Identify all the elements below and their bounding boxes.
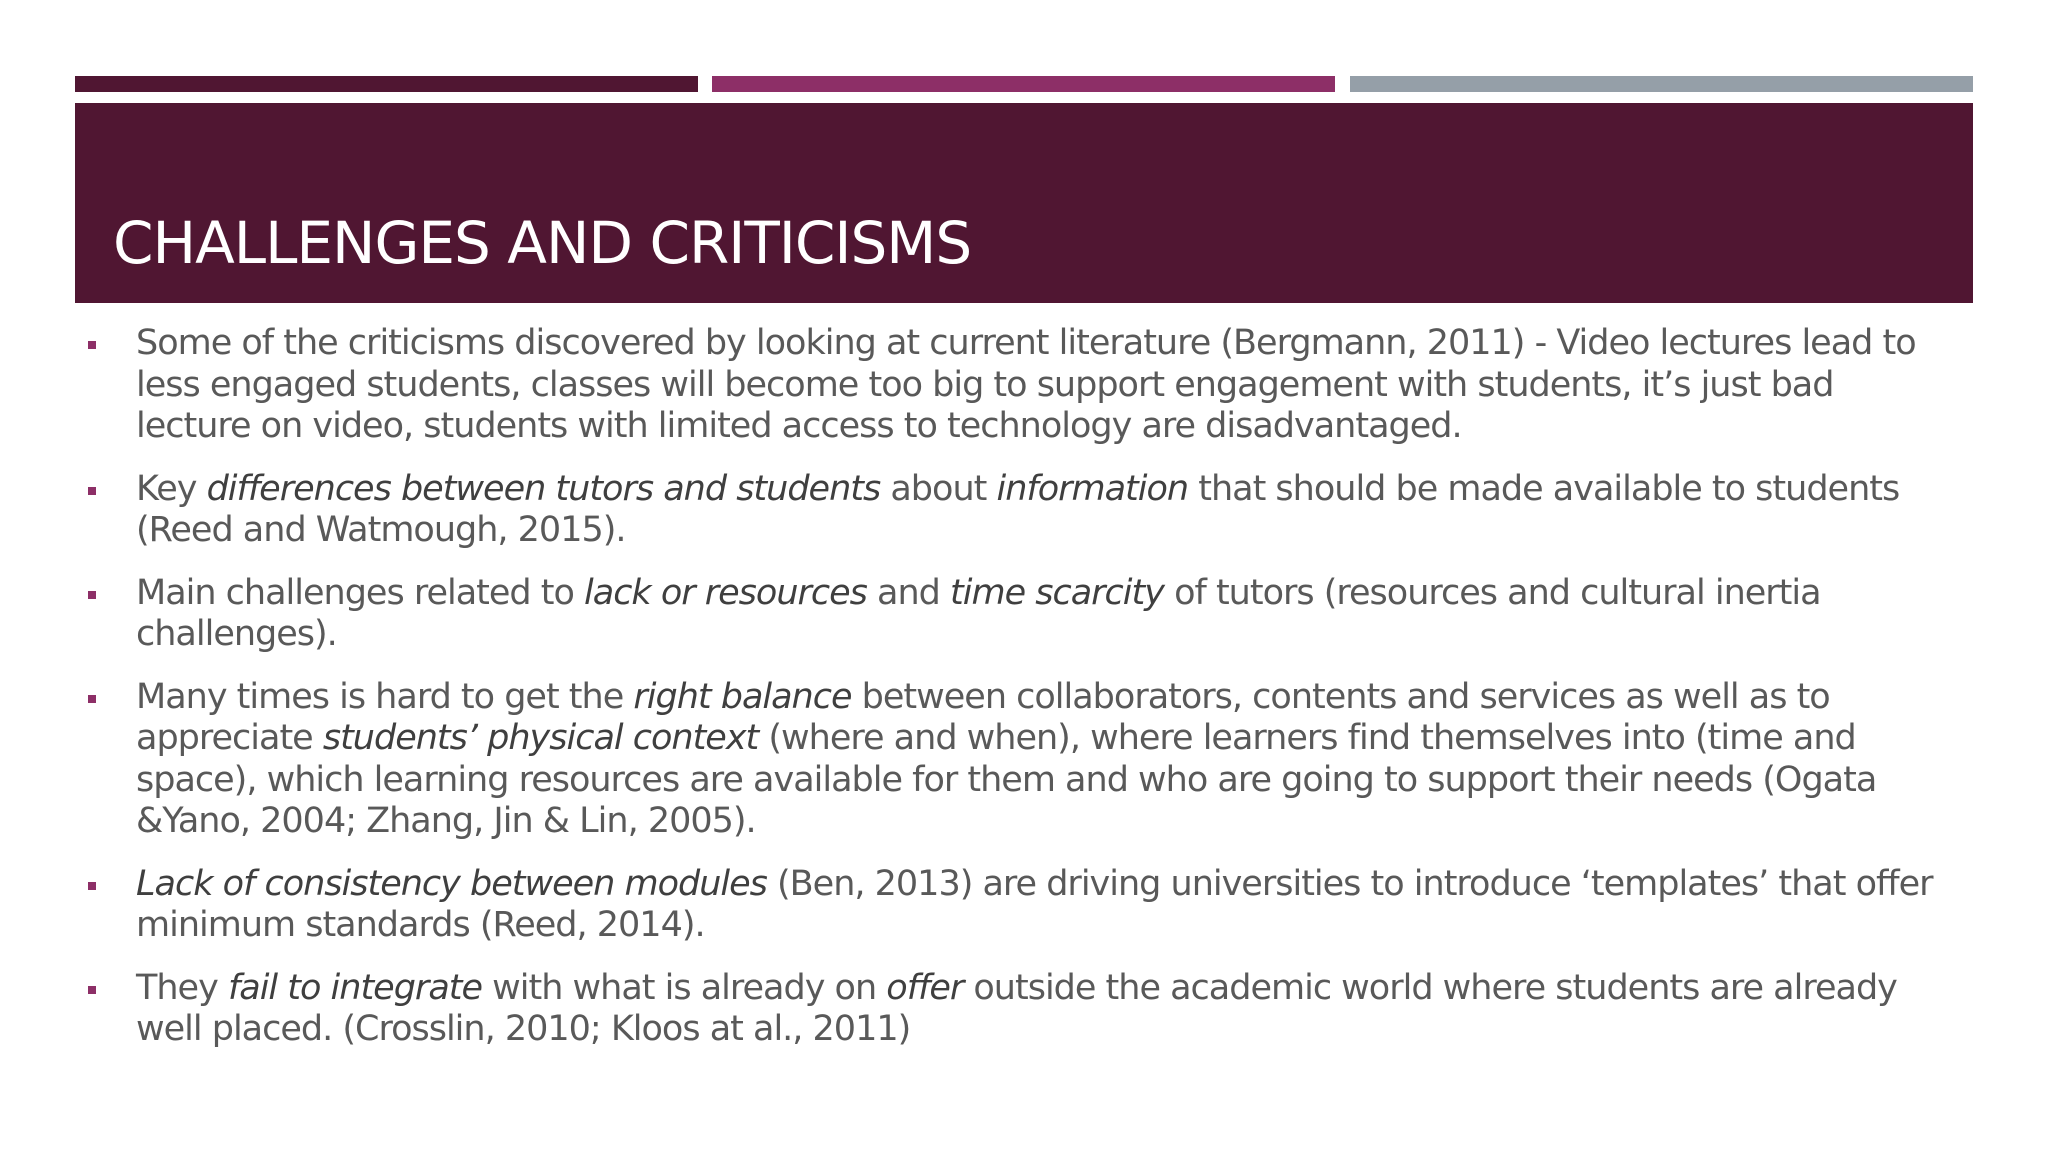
- bullet-emphasis: differences between tutors and students: [206, 468, 881, 509]
- square-bullet-icon: [88, 487, 96, 495]
- square-bullet-icon: [88, 591, 96, 599]
- bullet-item: [78, 968, 1958, 1051]
- bullet-text-segment: (where and when), where learners find themselves into (time and space), which learning resources are available for them and who are going to support their needs (Ogata &Yano, 2004; Zhang, Jin & Lin, 2005).: [136, 718, 1877, 841]
- bullet-text-segment: Main challenges related to: [136, 572, 585, 613]
- bullet-text-segment: Many times is hard to get the: [136, 676, 634, 717]
- accent-bar-gray: [1350, 76, 1973, 92]
- square-bullet-icon: [88, 341, 96, 349]
- bullet-text-segment: (Ben, 2013) are driving universities to introduce ‘templates’ that offer minimum standards (Reed, 2014).: [136, 863, 1933, 945]
- bullet-emphasis: information: [996, 468, 1189, 509]
- bullet-emphasis: offer: [886, 967, 964, 1008]
- title-band: [75, 103, 1973, 303]
- bullet-text-segment: between collaborators, contents and services as well as to appreciate: [136, 676, 1830, 758]
- bullet-text: [136, 968, 1897, 1050]
- square-bullet-icon: [88, 986, 96, 994]
- bullet-text-segment: that should be made available to students (Reed and Watmough, 2015).: [136, 468, 1900, 550]
- bullet-text: [136, 573, 1821, 655]
- bullet-emphasis: right balance: [633, 676, 852, 717]
- accent-bar-dark: [75, 76, 698, 92]
- bullet-text: [136, 469, 1899, 551]
- square-bullet-icon: [88, 882, 96, 890]
- bullet-text-segment: Key: [136, 468, 207, 509]
- bullet-text-segment: They: [136, 967, 228, 1008]
- bullet-text: [136, 677, 1876, 842]
- bullet-emphasis: Lack of consistency between modules: [136, 863, 767, 904]
- bullet-emphasis: lack or resources: [584, 572, 867, 613]
- bullet-text-segment: with what is already on: [482, 967, 887, 1008]
- bullet-text-segment: about: [880, 468, 997, 509]
- bullet-emphasis: students’ physical context: [322, 718, 759, 758]
- bullet-text: [136, 323, 1916, 446]
- bullet-item: [78, 469, 1958, 552]
- bullet-item: [78, 677, 1958, 843]
- accent-bar-magenta: [712, 76, 1335, 92]
- bullet-text-segment: Some of the criticisms discovered by looking at current literature (Bergmann, 2011) - Video lectures lead to less engaged students, classes will become too big to support engagement with students, it’s just bad lecture on video, students with limited access to technology are disadvantaged.: [136, 323, 1916, 446]
- bullet-item: [78, 573, 1958, 656]
- bullet-text-segment: of tutors (resources and cultural inertia challenges).: [136, 572, 1821, 654]
- bullet-text-segment: outside the academic world where students are already well placed. (Crosslin, 2010; Kloos at al., 2011): [136, 967, 1897, 1049]
- square-bullet-icon: [88, 695, 96, 703]
- bullet-emphasis: time scarcity: [950, 572, 1164, 613]
- bullet-item: [78, 323, 1958, 448]
- bullet-item: [78, 864, 1958, 947]
- bullet-emphasis: fail to integrate: [227, 967, 483, 1008]
- bullet-list: [78, 323, 1958, 1072]
- slide-title: CHALLENGES AND CRITICISMS: [113, 209, 972, 277]
- bullet-text: [136, 864, 1933, 946]
- bullet-text-segment: and: [866, 572, 951, 613]
